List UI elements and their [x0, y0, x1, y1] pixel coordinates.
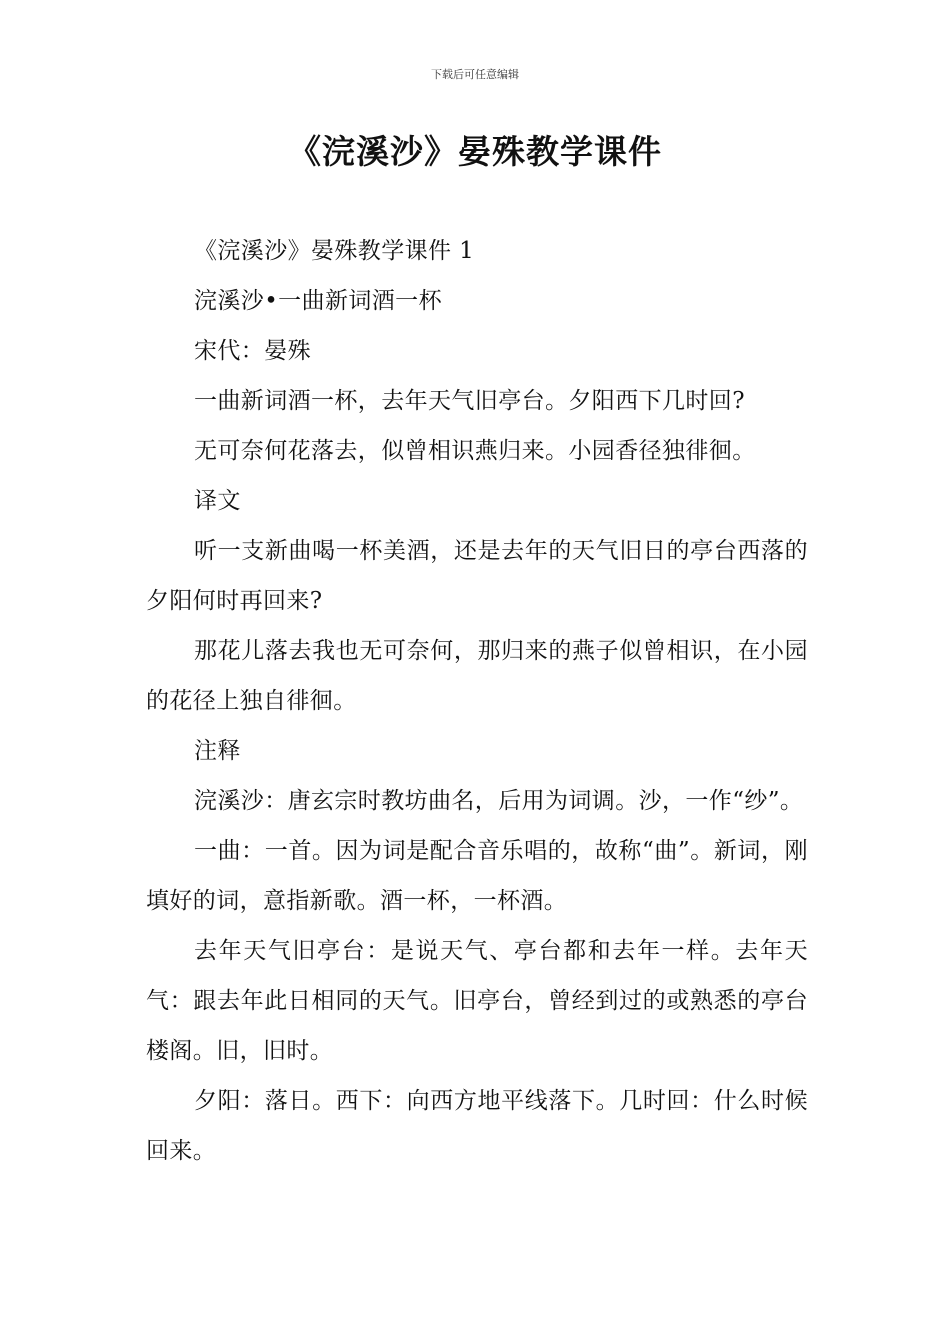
- paragraph-poem-line-2: 无可奈何花落去，似曾相识燕归来。小园香径独徘徊。: [194, 438, 756, 464]
- paragraph-note-4: 夕阳：落日。西下：向西方地平线落下。几时回：什么时候回来。: [146, 1088, 808, 1164]
- header-note: 下载后可任意编辑: [431, 68, 519, 81]
- document-title: 《浣溪沙》晏殊教学课件: [288, 132, 662, 171]
- document-body: [146, 226, 808, 1176]
- paragraph-subtitle: 《浣溪沙》晏殊教学课件 1: [194, 238, 475, 264]
- paragraph-note-3: 去年天气旧亭台：是说天气、亭台都和去年一样。去年天气：跟去年此日相同的天气。旧亭台，曾经到过的或熟悉的亭台楼阁。旧，旧时。: [146, 938, 808, 1064]
- paragraph-notes-heading: 注释: [194, 738, 241, 764]
- paragraph-poem-line-1: 一曲新词酒一杯，去年天气旧亭台。夕阳西下几时回?: [194, 388, 745, 414]
- paragraph-translation-2: 那花儿落去我也无可奈何，那归来的燕子似曾相识，在小园的花径上独自徘徊。: [146, 638, 808, 714]
- paragraph-author: 宋代：晏殊: [194, 338, 311, 364]
- paragraph-translation-heading: 译文: [194, 488, 241, 514]
- paragraph-translation-1: 听一支新曲喝一杯美酒，还是去年的天气旧日的亭台西落的夕阳何时再回来?: [146, 538, 808, 614]
- paragraph-note-1: 浣溪沙：唐玄宗时教坊曲名，后用为词调。沙，一作“纱”。: [194, 788, 804, 814]
- paragraph-note-2: 一曲：一首。因为词是配合音乐唱的，故称“曲”。新词，刚填好的词，意指新歌。酒一杯，一杯酒。: [146, 838, 808, 914]
- paragraph-poem-title: 浣溪沙•一曲新词酒一杯: [194, 288, 442, 314]
